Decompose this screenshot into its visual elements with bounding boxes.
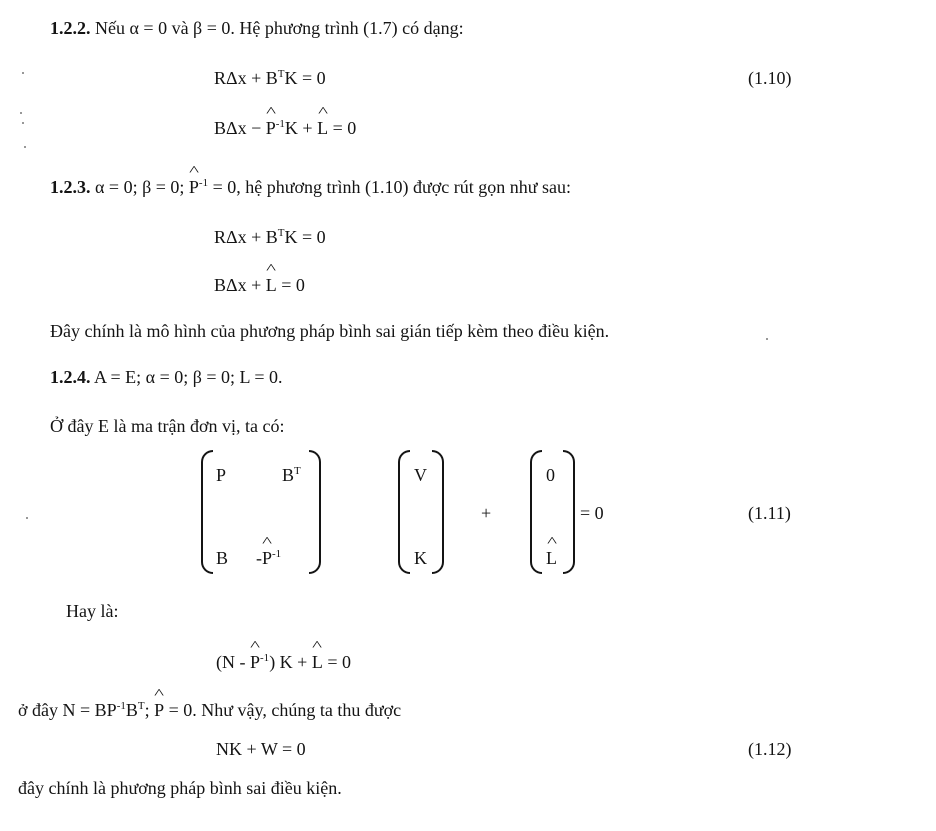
identity-matrix-intro: Ở đây E là ma trận đơn vị, ta có:: [50, 416, 285, 436]
scan-speck: [22, 122, 24, 124]
definition-line: ở đây $N = BP^{-1}B^T$; ^ P = 0. Như vậy, chúng ta thu được: [18, 699, 401, 721]
matrix-cell-k: K: [414, 548, 427, 568]
section-number: 1.2.3.: [50, 177, 91, 197]
p-hat-symbol: ^ P: [250, 651, 260, 673]
left-paren: [398, 450, 410, 574]
scan-speck: [24, 146, 26, 148]
scan-speck: [20, 112, 22, 114]
scan-speck: [26, 517, 28, 519]
matrix-cell-zero: 0: [546, 465, 555, 485]
right-paren: [563, 450, 575, 574]
reduced-equation-line-2: BΔx + ^ L = 0: [214, 274, 305, 296]
matrix-cell-p-inverse: -^ $P^{-1}$: [256, 547, 281, 569]
normal-equation: (N - ^ $P^{-1}$) K + ^ L = 0: [216, 651, 351, 673]
l-hat-symbol: ^ L: [317, 117, 328, 139]
l-hat-symbol: ^ L: [546, 547, 557, 569]
plus-sign: +: [481, 503, 492, 523]
equation-label-1-11: (1.11): [748, 503, 791, 523]
equation-1-12: NK + W = 0: [216, 739, 306, 759]
section-number: 1.2.2.: [50, 18, 91, 38]
left-paren: [530, 450, 542, 574]
equals-zero: = 0: [580, 503, 604, 523]
equation-1-10-line-2: BΔx − ^ $P^{-1}K$ + ^ L = 0: [214, 117, 356, 139]
reduced-equation-line-1: $R\Delta x + B^TK = 0$: [214, 227, 326, 247]
right-paren: [432, 450, 444, 574]
model-note: Đây chính là mô hình của phương pháp bình sai gián tiếp kèm theo điều kiện.: [50, 321, 610, 341]
conclusion-text: đây chính là phương pháp bình sai điều kiện.: [18, 778, 342, 798]
section-1-2-2-heading: [50, 17, 464, 39]
p-hat-symbol: ^ P: [262, 547, 272, 569]
p-hat-symbol: ^ P: [189, 176, 199, 198]
section-number: 1.2.4.: [50, 367, 91, 387]
section-1-2-4-heading: 1.2.4. A = E; α = 0; β = 0; L = 0.: [50, 367, 283, 387]
matrix-cell-bt: $B^T$: [282, 465, 301, 485]
hay-la-text: Hay là:: [66, 601, 119, 621]
matrix-cell-p: P: [216, 465, 227, 485]
scan-speck: [22, 72, 24, 74]
l-hat-symbol: ^ L: [266, 274, 277, 296]
matrix-cell-b: B: [216, 548, 229, 568]
equation-label-1-12: (1.12): [748, 739, 792, 759]
l-hat-symbol: ^ L: [312, 651, 323, 673]
right-paren: [309, 450, 321, 574]
equation-label-1-10: (1.10): [748, 68, 792, 88]
matrix-cell-v: V: [414, 465, 427, 485]
equation-1-10-line-1: $R\Delta x + B^TK = 0$: [214, 68, 326, 88]
left-paren: [201, 450, 213, 574]
p-hat-symbol: ^ P: [266, 117, 276, 139]
matrix-cell-l-hat: [546, 547, 557, 569]
p-hat-symbol: ^ P: [154, 699, 164, 721]
scan-speck: [766, 338, 768, 340]
section-1-2-3-heading: 1.2.3. α = 0; β = 0; ^ $P^{-1} = 0$, hệ phương trình (1.10) được rút gọn như sau:: [50, 176, 571, 198]
section-text: Nếu α = 0 và β = 0. Hệ phương trình (1.7) có dạng:: [90, 18, 464, 38]
